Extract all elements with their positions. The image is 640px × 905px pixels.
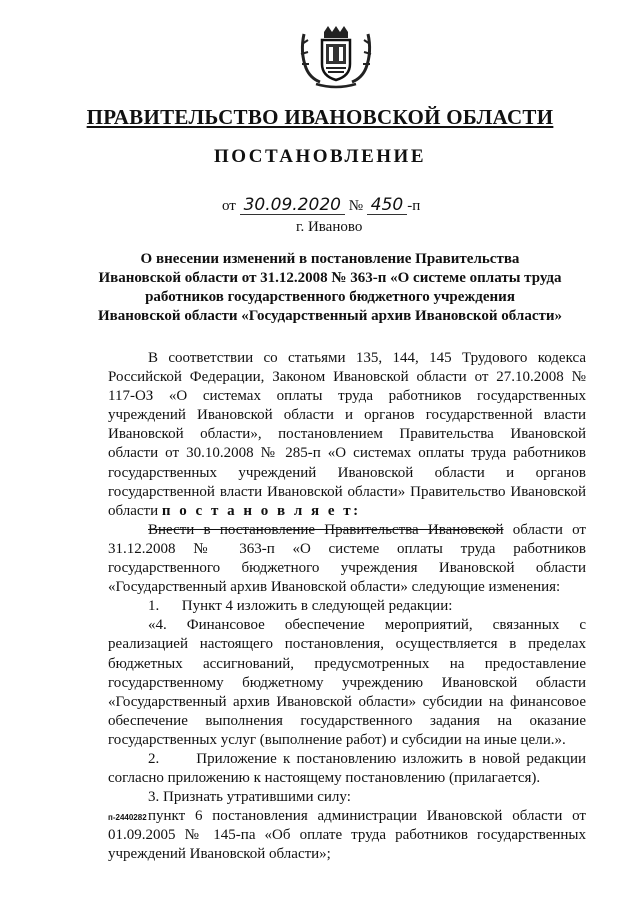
struck-text: Внести в постановление Правительства Ивановской — [148, 521, 504, 538]
document-body — [108, 349, 586, 865]
item-1: 1. Пункт 4 изложить в следующей редакции: — [148, 598, 453, 615]
decree-word: п о с т а н о в л я е т: — [161, 502, 361, 519]
subject-line-3: работников государственного бюджетного учреждения — [145, 289, 515, 305]
subject-line-1: О внесении изменений в постановление Правительства — [140, 251, 520, 267]
date-number-line — [222, 196, 542, 215]
subject-heading — [70, 250, 590, 326]
intro-paragraph: Внести в постановление Правительства Ивановской области от 31.12.2008 № 363-п «О системе оплаты труда работников государственного бюджетного учреждения Ивановской области «Государственный архив Ивановской области» следующие изменения: — [108, 521, 586, 596]
item-3-text: пункт 6 постановления администрации Ивановской области от 01.09.2005 № 145-па «Об оплате труда работников государственных учреждений Ивановской области»; — [108, 808, 586, 863]
number-prefix: № — [348, 198, 364, 214]
government-heading: ПРАВИТЕЛЬСТВО ИВАНОВСКОЙ ОБЛАСТИ — [86, 105, 554, 129]
item-3: 3. Признать утратившими силу: — [148, 789, 351, 806]
number-suffix: -п — [407, 198, 421, 214]
subject-line-4: Ивановской области «Государственный архив Ивановской области» — [98, 308, 562, 324]
item-2: 2. Приложение к постановлению изложить в новой редакции согласно приложению к настоящему постановлению (прилагается). — [108, 750, 586, 787]
subject-line-2: Ивановской области от 31.12.2008 № 363-п «О системе оплаты труда — [98, 270, 562, 286]
coat-of-arms-emblem — [296, 24, 376, 90]
preamble-paragraph: В соответствии со статьями 135, 144, 145 Трудового кодекса Российской Федерации, Законом Ивановской области от 27.10.2008 № 117-ОЗ «О системах оплаты труда работников государственных учреждений Ивановской области и органов государственной власти Ивановской области», постановлением Правительства Ивановской области от 30.10.2008 № 285-п «О системах оплаты труда работников государственных учреждений Ивановской области и органов государственной власти Ивановской области» Правительство Ивановской области п о с т а н о в л я е т: — [108, 350, 586, 519]
item-1-text: «4. Финансовое обеспечение мероприятий, связанных с реализацией настоящего постановления, осуществляется в пределах бюджетных ассигнований, предусмотренных на предоставление государственному бюджетному учреждению Ивановской области «Государственный архив Ивановской области» субсидии на финансовое обеспечение выполнения государственного задания на оказание государственных услуг (выполнение работ) и субсидии на иные цели.». — [108, 617, 586, 748]
handwritten-date: 30.09.2020 — [240, 196, 345, 215]
handwritten-number: 450 — [367, 196, 407, 215]
city-name: г. Иваново — [296, 219, 363, 235]
document-code: п-2440282 — [108, 813, 147, 822]
document-title: ПОСТАНОВЛЕНИЕ — [213, 146, 427, 167]
date-prefix: от — [222, 198, 236, 214]
